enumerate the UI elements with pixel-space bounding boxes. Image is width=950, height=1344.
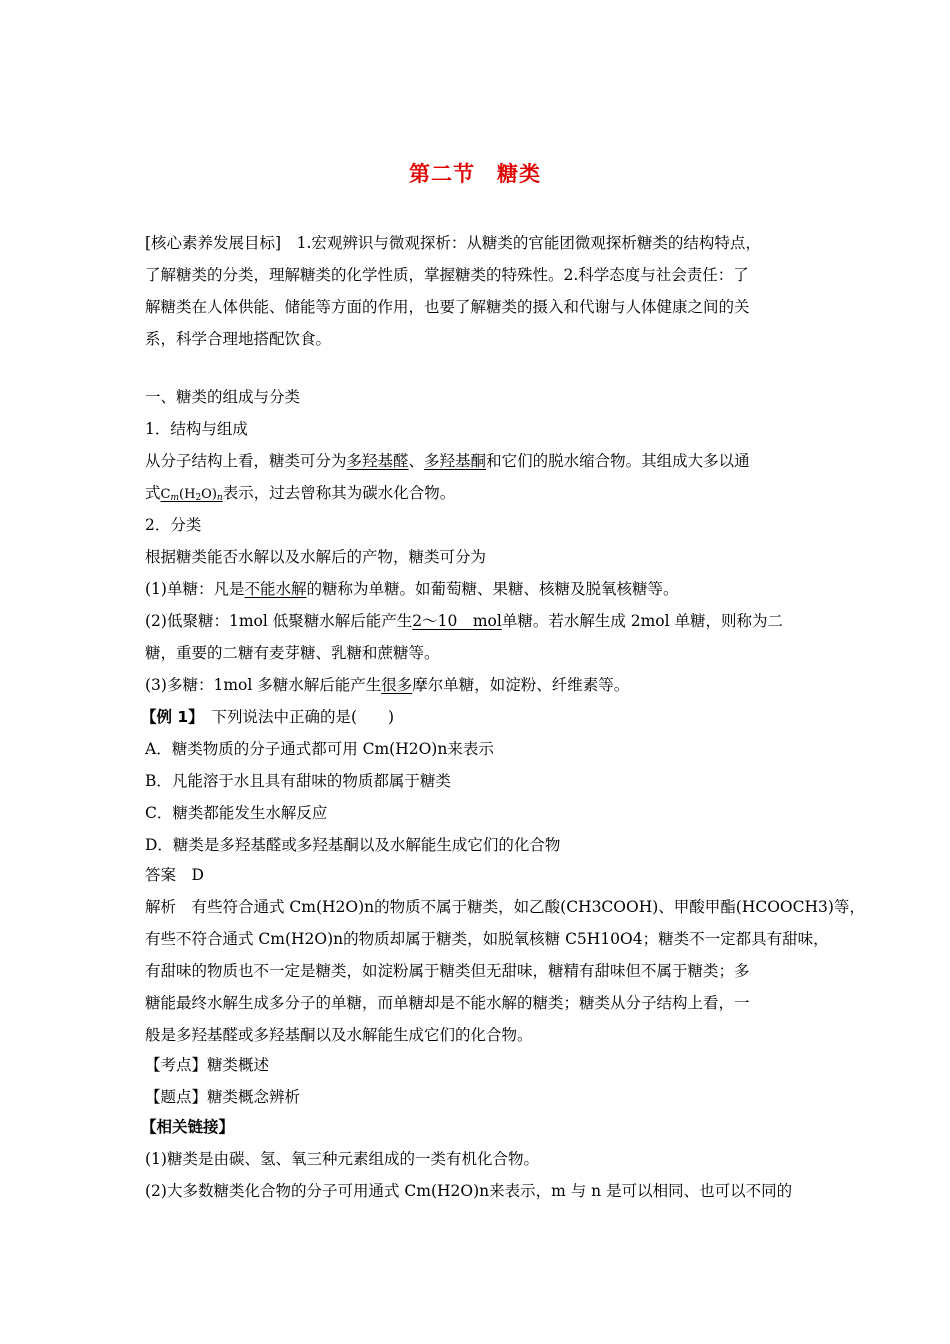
section-heading: 一、糖类的组成与分类 xyxy=(145,388,301,406)
goals-line-3: 解糖类在人体供能、储能等方面的作用，也要了解糖类的摄入和代谢与人体健康之间的关 xyxy=(145,298,750,316)
page-title: 第二节 糖类 xyxy=(409,162,541,186)
text-span: 式 xyxy=(145,484,161,502)
example-question xyxy=(141,706,394,728)
text-span: (2)低聚糖：1mol 低聚糖水解后能产生 xyxy=(145,612,413,630)
text-span: 和它们的脱水缩合物。其组成大多以通 xyxy=(486,452,750,470)
text-span: 单糖。若水解生成 2mol 单糖，则称为二 xyxy=(501,612,784,630)
text-span: 摩尔单糖，如淀粉、纤维素等。 xyxy=(412,676,630,694)
paragraph-structure xyxy=(145,450,750,472)
subheading-classification: 2．分类 xyxy=(145,516,202,534)
question-text: 下列说法中正确的是( ) xyxy=(195,708,395,726)
text-span: 从分子结构上看，糖类可分为 xyxy=(145,452,347,470)
option-d: D．糖类是多羟基醛或多羟基酮以及水解能生成它们的化合物 xyxy=(145,836,561,854)
kaodian-line: 【考点】糖类概述 xyxy=(145,1056,270,1074)
formula-blank: $C_m(H_2O)_n$ xyxy=(160,487,223,503)
blank-answer: 多羟基醛 xyxy=(346,452,409,470)
text-span: 的糖称为单糖。如葡萄糖、果糖、核糖及脱氧核糖等。 xyxy=(306,580,679,598)
item-polysaccharide xyxy=(145,674,629,696)
goals-line-4: 系，科学合理地搭配饮食。 xyxy=(145,330,332,348)
goals-line-2: 了解糖类的分类，理解糖类的化学性质，掌握糖类的特殊性。2.科学态度与社会责任：了 xyxy=(145,266,749,284)
analysis-line-2: 有些不符合通式 Cm(H2O)n的物质却属于糖类，如脱氧核糖 C5H10O4；糖类不一定都具有甜味， xyxy=(145,930,829,948)
tidian-line: 【题点】糖类概念辨析 xyxy=(145,1088,301,1106)
related-links-heading: 【相关链接】 xyxy=(141,1118,235,1136)
text-span: 、 xyxy=(408,452,425,470)
subheading-structure: 1．结构与组成 xyxy=(145,420,248,438)
option-b: B．凡能溶于水且具有甜味的物质都属于糖类 xyxy=(145,772,451,790)
analysis-line-3: 有甜味的物质也不一定是糖类，如淀粉属于糖类但无甜味，糖精有甜味但不属于糖类；多 xyxy=(145,962,750,980)
related-link-2: (2)大多数糖类化合物的分子可用通式 Cm(H2O)n来表示，m 与 n 是可以相同、也可以不同的 xyxy=(145,1182,793,1200)
goals-line-1: [核心素养发展目标] 1.宏观辨识与微观探析：从糖类的官能团微观探析糖类的结构特点， xyxy=(145,234,761,252)
blank-answer: 2～10 mol xyxy=(412,612,502,630)
item-monosaccharide xyxy=(145,578,679,600)
analysis-line-1: 解析 有些符合通式 Cm(H2O)n的物质不属于糖类，如乙酸(CH3COOH)、甲酸甲酯(HCOOCH3)等， xyxy=(145,898,865,916)
example-label: 【例 1】 xyxy=(141,708,196,726)
item-oligosaccharide-cont: 糖，重要的二糖有麦芽糖、乳糖和蔗糖等。 xyxy=(145,644,440,662)
answer-line: 答案 D xyxy=(145,866,204,884)
option-c: C．糖类都能发生水解反应 xyxy=(145,804,328,822)
text-span: 表示，过去曾称其为碳水化合物。 xyxy=(222,484,456,502)
blank-answer: 多羟基酮 xyxy=(424,452,487,470)
text-span: (3)多糖：1mol 多糖水解后能产生 xyxy=(145,676,382,694)
analysis-line-4: 糖能最终水解生成多分子的单糖，而单糖却是不能水解的糖类；糖类从分子结构上看，一 xyxy=(145,994,750,1012)
paragraph-structure-cont xyxy=(145,482,455,506)
item-oligosaccharide xyxy=(145,610,783,632)
related-link-1: (1)糖类是由碳、氢、氧三种元素组成的一类有机化合物。 xyxy=(145,1150,539,1168)
paragraph-classification: 根据糖类能否水解以及水解后的产物，糖类可分为 xyxy=(145,548,487,566)
blank-answer: 很多 xyxy=(381,676,413,694)
analysis-line-5: 般是多羟基醛或多羟基酮以及水解能生成它们的化合物。 xyxy=(145,1026,533,1044)
text-span: (1)单糖：凡是 xyxy=(145,580,245,598)
option-a: A．糖类物质的分子通式都可用 Cm(H2O)n来表示 xyxy=(145,740,494,758)
blank-answer: 不能水解 xyxy=(244,580,307,598)
